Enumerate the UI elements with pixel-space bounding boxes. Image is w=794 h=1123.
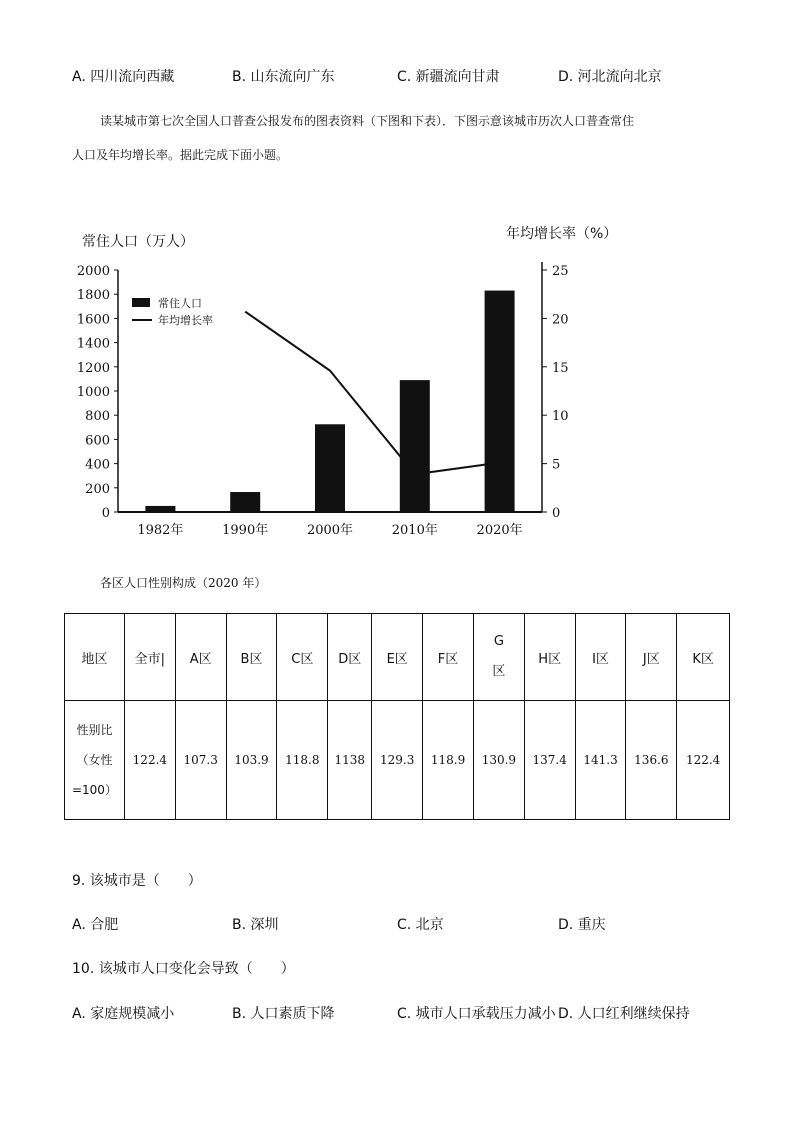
intro-paragraph xyxy=(72,104,732,172)
right-tick-label: 5 xyxy=(552,457,561,473)
right-tick-label: 0 xyxy=(552,506,561,521)
intro-line-2: 人口及年均增长率。据此完成下面小题。 xyxy=(72,148,289,162)
left-tick-label: 1000 xyxy=(76,385,110,400)
table-header-cell: E区 xyxy=(372,614,423,701)
q10-option-a: A. 家庭规模减小 xyxy=(72,1006,175,1022)
q10-option-d: D. 人口红利继续保持 xyxy=(558,1006,690,1022)
question-10-options xyxy=(72,1003,752,1027)
left-tick-label: 400 xyxy=(85,457,110,473)
row-label-cell xyxy=(65,701,125,820)
legend-line-label: 年均增长率 xyxy=(158,314,213,327)
right-tick-label: 10 xyxy=(552,409,569,425)
table-value-cell: 129.3 xyxy=(372,701,423,820)
x-tick-label: 1982年 xyxy=(137,523,184,538)
q9-option-a: A. 合肥 xyxy=(72,917,119,933)
table-value-cell: 141.3 xyxy=(575,701,626,820)
intro-line-1: 读某城市第七次全国人口普查公报发布的图表资料（下图和下表）．下图示意该城市历次人口普查常住 xyxy=(100,114,635,128)
table-value-cell: 107.3 xyxy=(175,701,226,820)
right-tick-label: 15 xyxy=(552,360,569,376)
question-9-options xyxy=(72,914,752,938)
left-tick-label: 600 xyxy=(85,433,110,449)
table-value-row xyxy=(65,701,730,820)
left-tick-label: 2000 xyxy=(76,264,110,279)
table-value-cell: 118.9 xyxy=(423,701,474,820)
table-value-cell: 137.4 xyxy=(524,701,575,820)
q9-option-d: D. 重庆 xyxy=(558,917,606,933)
q10-option-b: B. 人口素质下降 xyxy=(232,1006,335,1022)
legend-bar-label: 常住人口 xyxy=(158,297,202,310)
table-header-cell: B区 xyxy=(226,614,277,701)
question-10-stem: 10. 该城市人口变化会导致（ ） xyxy=(72,961,295,977)
legend-bar-swatch xyxy=(132,298,150,307)
option-a: A. 四川流向西藏 xyxy=(72,69,175,85)
left-tick-label: 1800 xyxy=(76,288,110,304)
option-d: D. 河北流向北京 xyxy=(558,69,662,85)
population-bar xyxy=(230,492,260,512)
left-tick-label: 800 xyxy=(85,409,110,425)
left-tick-label: 1200 xyxy=(76,360,110,376)
table-value-cell: 1138 xyxy=(328,701,372,820)
x-tick-label: 2020年 xyxy=(476,523,523,538)
right-tick-label: 20 xyxy=(552,312,569,328)
table-header-cell: F区 xyxy=(423,614,474,701)
table-header-cell: D区 xyxy=(328,614,372,701)
sex-ratio-table xyxy=(64,613,730,820)
table-header-cell: 地区 xyxy=(65,614,125,701)
table-caption: 各区人口性别构成（2020 年） xyxy=(100,576,267,590)
table-header-cell: J区 xyxy=(626,614,677,701)
q9-option-b: B. 深圳 xyxy=(232,917,279,933)
row-label-line: =100） xyxy=(71,783,117,797)
table-header-cell: 全市| xyxy=(124,614,175,701)
x-tick-label: 2000年 xyxy=(306,523,354,538)
population-bar xyxy=(485,291,515,512)
table-value-cell: 118.8 xyxy=(277,701,328,820)
table-header-cell: Ⅰ区 xyxy=(575,614,626,701)
x-tick-label: 2010年 xyxy=(391,523,438,538)
row-label-line: 性别比 xyxy=(76,723,113,737)
left-tick-label: 0 xyxy=(101,506,110,521)
table-value-cell: 122.4 xyxy=(677,701,730,820)
table-value-cell: 130.9 xyxy=(473,701,524,820)
option-c: C. 新疆流向甘肃 xyxy=(397,69,500,85)
left-tick-label: 200 xyxy=(85,481,110,497)
row-label-line: （女性 xyxy=(76,753,113,767)
table-header-cell: K区 xyxy=(677,614,730,701)
left-axis-title: 常住人口（万人） xyxy=(82,234,194,250)
table-header-cell: C区 xyxy=(277,614,328,701)
growth-rate-line xyxy=(245,312,499,475)
left-tick-label: 1400 xyxy=(76,336,110,352)
right-axis-title: 年均增长率（%） xyxy=(506,226,618,242)
right-tick-label: 25 xyxy=(552,264,569,279)
table-value-cell: 103.9 xyxy=(226,701,277,820)
question-9-stem: 9. 该城市是（ ） xyxy=(72,873,202,889)
table-header-cell: A区 xyxy=(175,614,226,701)
left-tick-label: 1600 xyxy=(76,312,110,328)
table-header-cell: H区 xyxy=(524,614,575,701)
table-value-cell: 136.6 xyxy=(626,701,677,820)
prev-question-options xyxy=(72,66,752,90)
table-header-row xyxy=(65,614,730,701)
q10-option-c: C. 城市人口承载压力减小 xyxy=(397,1006,556,1022)
population-bar xyxy=(145,506,175,512)
population-bar xyxy=(315,424,345,512)
table-value-cell: 122.4 xyxy=(124,701,175,820)
population-chart xyxy=(70,220,630,550)
x-tick-label: 1990年 xyxy=(222,523,269,538)
option-b: B. 山东流向广东 xyxy=(232,69,335,85)
population-bar xyxy=(400,380,430,512)
table-header-cell: G 区 xyxy=(473,614,524,701)
q9-option-c: C. 北京 xyxy=(397,917,444,933)
